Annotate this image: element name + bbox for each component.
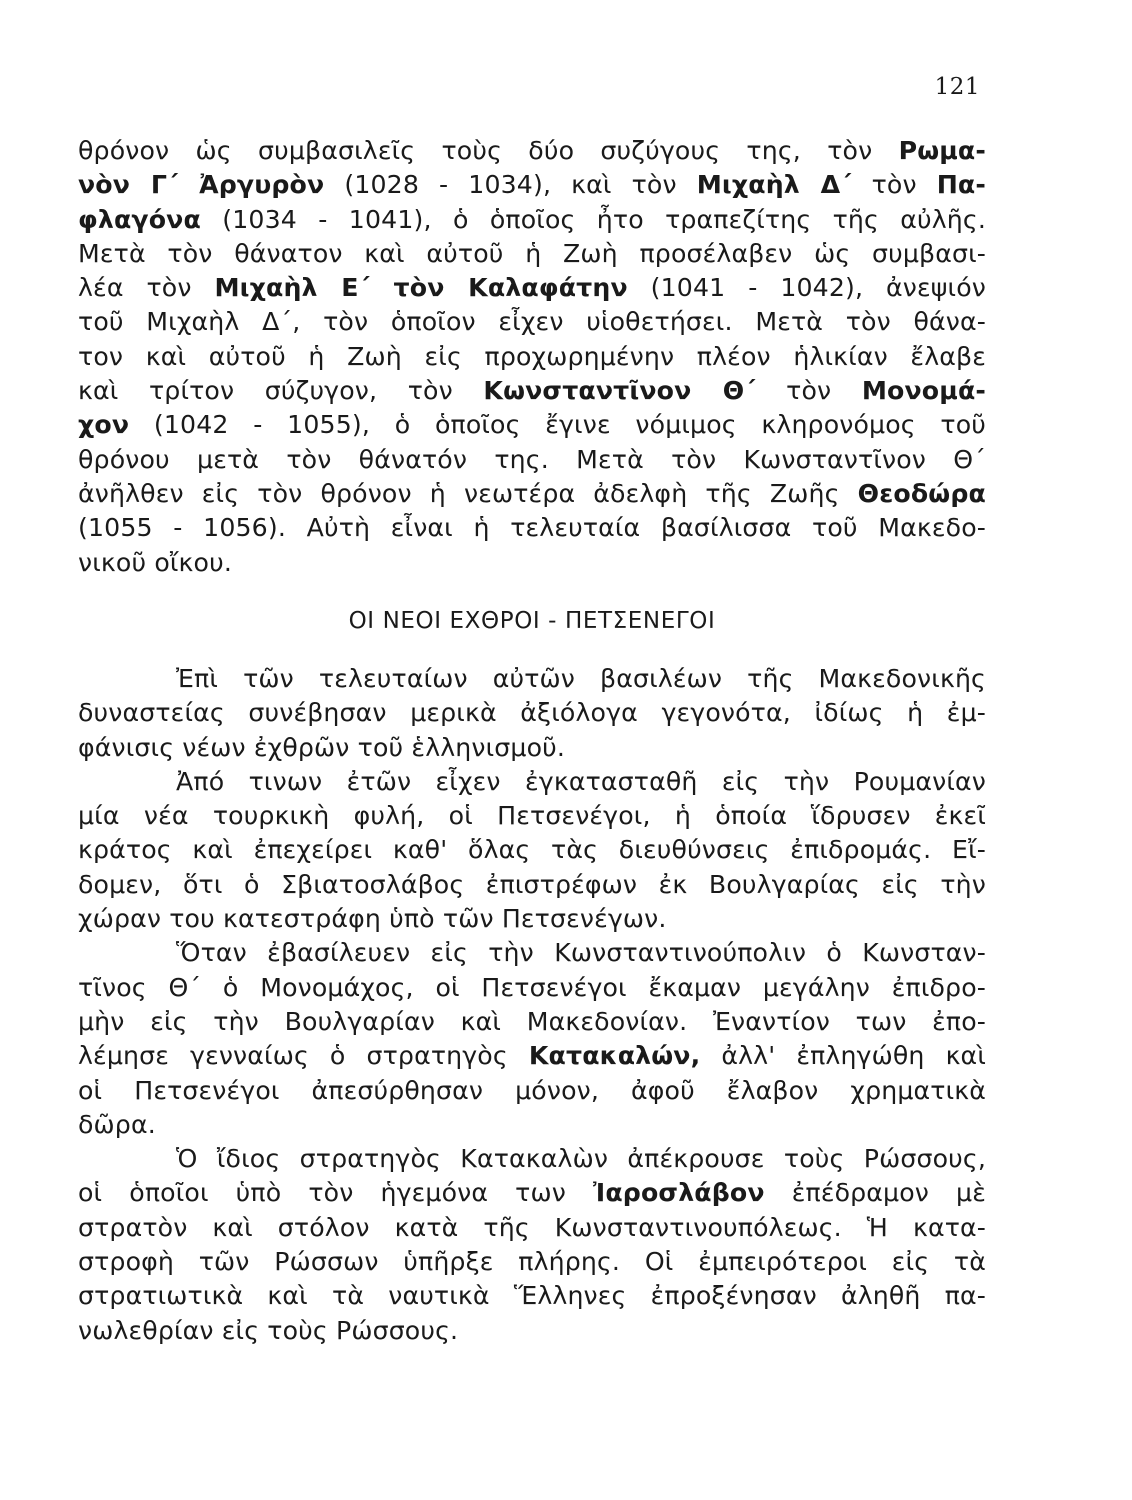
text-line: ἀνῆλθεν εἰς τὸν θρόνον ἡ νεωτέρα ἀδελφὴ τῆς Ζωῆς Θεοδώρα — [78, 478, 986, 508]
text-line: λέμησε γενναίως ὁ στρατηγὸς Κατακαλών, ἀλλ' ἐπληγώθη καὶ — [78, 1041, 986, 1071]
page-number: 121 — [934, 74, 980, 100]
text-line: στρατὸν καὶ στόλον κατὰ τῆς Κωνσταντινουπόλεως. Ἡ κατα- — [78, 1212, 986, 1242]
text-line: στρατιωτικὰ καὶ τὰ ναυτικὰ Ἕλληνες ἐπροξένησαν ἀληθῆ πα- — [78, 1281, 986, 1311]
text-line: καὶ τρίτον σύζυγον, τὸν Κωνσταντῖνον Θ΄ τὸν Μονομά- — [78, 376, 986, 406]
text-line: (1055 - 1056). Αὐτὴ εἶναι ἡ τελευταία βασίλισσα τοῦ Μακεδο- — [78, 513, 986, 543]
text-line: λέα τὸν Μιχαὴλ Ε΄ τὸν Καλαφάτην (1041 - 1042), ἀνεψιόν — [78, 273, 986, 303]
text-line: Ὁ ἴδιος στρατηγὸς Κατακαλὼν ἀπέκρουσε τοὺς Ρώσσους, — [176, 1144, 986, 1174]
text-line: φλαγόνα (1034 - 1041), ὁ ὁποῖος ἦτο τραπεζίτης τῆς αὐλῆς. — [78, 204, 986, 234]
text-line: φάνισις νέων ἐχθρῶν τοῦ ἑλληνισμοῦ. — [78, 732, 566, 762]
paragraph-continuation — [78, 134, 986, 580]
text-line: μία νέα τουρκικὴ φυλή, οἱ Πετσενέγοι, ἡ ὁποία ἵδρυσεν ἐκεῖ — [78, 801, 986, 831]
text-line: νωλεθρίαν εἰς τοὺς Ρώσσους. — [78, 1315, 459, 1345]
text-line: χώραν του κατεστράφη ὑπὸ τῶν Πετσενέγων. — [78, 904, 667, 934]
text-line: μὴν εἰς τὴν Βουλγαρίαν καὶ Μακεδονίαν. Ἐναντίον των ἐπο- — [78, 1006, 986, 1036]
text-line: νικοῦ οἴκου. — [78, 547, 232, 577]
text-line: χον (1042 - 1055), ὁ ὁποῖος ἔγινε νόμιμος κληρονόμος τοῦ — [78, 410, 986, 440]
text-line: δῶρα. — [78, 1109, 156, 1139]
text-line: οἱ ὁποῖοι ὑπὸ τὸν ἡγεμόνα των Ἰαροσλάβον ἐπέδραμον μὲ — [78, 1178, 986, 1208]
text-line: δυναστείας συνέβησαν μερικὰ ἀξιόλογα γεγονότα, ἰδίως ἡ ἐμ- — [78, 698, 986, 728]
text-line: Ὅταν ἐβασίλευεν εἰς τὴν Κωνσταντινούπολιν ὁ Κωνσταν- — [176, 938, 986, 968]
text-line: τῖνος Θ΄ ὁ Μονομάχος, οἱ Πετσενέγοι ἔκαμαν μεγάλην ἐπιδρο- — [78, 972, 986, 1002]
text-line: στροφὴ τῶν Ρώσσων ὑπῆρξε πλήρης. Οἱ ἐμπειρότεροι εἰς τὰ — [78, 1247, 986, 1277]
text-line: Ἀπό τινων ἐτῶν εἶχεν ἐγκατασταθῆ εἰς τὴν Ρουμανίαν — [176, 766, 986, 796]
section-body — [78, 662, 986, 1348]
text-line: τοῦ Μιχαὴλ Δ΄, τὸν ὁποῖον εἶχεν υἱοθετήσει. Μετὰ τὸν θάνα- — [78, 307, 986, 337]
text-line: τον καὶ αὐτοῦ ἡ Ζωὴ εἰς προχωρημένην πλέον ἡλικίαν ἔλαβε — [78, 341, 986, 371]
text-line: νὸν Γ΄ Ἀργυρὸν (1028 - 1034), καὶ τὸν Μιχαὴλ Δ΄ τὸν Πα- — [78, 170, 986, 200]
text-line: Ἐπὶ τῶν τελευταίων αὐτῶν βασιλέων τῆς Μακεδονικῆς — [176, 664, 986, 693]
text-line: θρόνου μετὰ τὸν θάνατόν της. Μετὰ τὸν Κωνσταντῖνον Θ΄ — [78, 444, 986, 474]
section-heading: ΟΙ ΝΕΟΙ ΕΧΘΡΟΙ - ΠΕΤΣΕΝΕΓΟΙ — [348, 608, 716, 634]
text-line: θρόνον ὡς συμβασιλεῖς τοὺς δύο συζύγους της, τὸν Ρωμα- — [78, 136, 986, 165]
text-line: δομεν, ὅτι ὁ Σβιατοσλάβος ἐπιστρέφων ἐκ Βουλγαρίας εἰς τὴν — [78, 869, 986, 899]
text-line: Μετὰ τὸν θάνατον καὶ αὐτοῦ ἡ Ζωὴ προσέλαβεν ὡς συμβασι- — [78, 238, 986, 268]
text-line: κράτος καὶ ἐπεχείρει καθ' ὅλας τὰς διευθύνσεις ἐπιδρομάς. Εἴ- — [78, 835, 986, 865]
text-line: οἱ Πετσενέγοι ἀπεσύρθησαν μόνον, ἀφοῦ ἔλαβον χρηματικὰ — [78, 1075, 986, 1105]
